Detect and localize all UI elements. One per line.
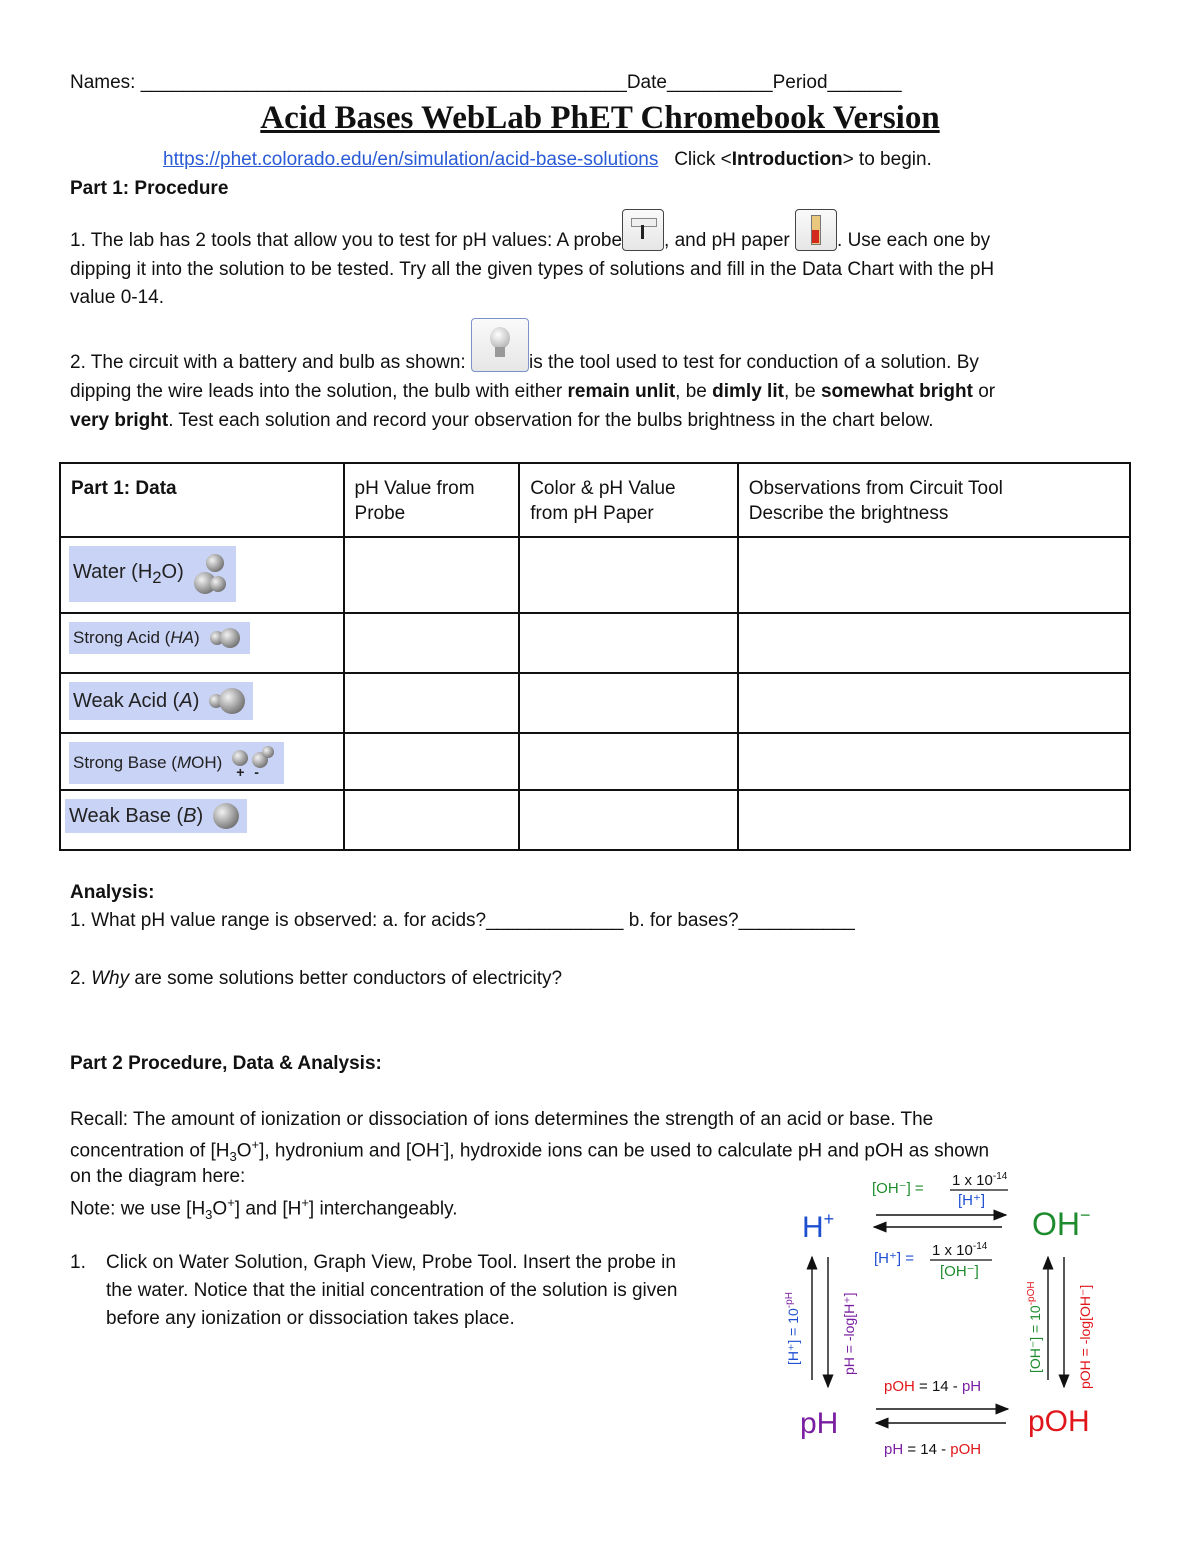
header-label: pH Value from [354,478,475,499]
step2-text-a: 2. The circuit with a battery and bulb as shown: [70,352,466,373]
step1-line2: dipping it into the solution to be tested. Try all the given types of solutions and fill in the Data Chart with the pH [70,259,995,280]
observation-answer-cell[interactable] [738,613,1130,673]
ph-label: pH [800,1407,839,1440]
strong-acid-molecule-icon [210,626,242,650]
click-text-bold: Introduction [731,149,843,170]
step2-very-bright: very bright [70,410,169,431]
note-line: Note: we use $[H_3O^+]$ and [H+] interchangeably. [70,1195,458,1223]
h-plus-label: H+ [802,1209,835,1244]
step2-text-d: . Test each solution and record your observation for the bulbs brightness in the chart below. [168,410,934,431]
observation-answer-cell[interactable] [738,537,1130,613]
part2-step1-line3: before any ionization or dissociation takes place. [106,1308,515,1329]
ph-paper-icon [795,209,837,251]
eq-top-lhs: [OH⁻] = [872,1180,924,1197]
step1-text-c: . Use each one by [837,230,991,251]
h-from-ph-equation: $[H^+] = 10^{-pH}$ [784,1292,801,1365]
eq-mid-denominator: [OH⁻] [940,1263,979,1280]
step2-text-b: is the tool used to test for conduction of a solution. By [528,352,979,373]
analysis-question-2: 2. Why are some solutions better conductors of electricity? [70,968,563,989]
header-label: Color & pH Value [530,478,676,499]
paper-answer-cell[interactable] [519,537,738,613]
paper-answer-cell[interactable] [519,790,738,850]
header-cell-observations [738,463,1130,537]
step2-somewhat-bright: somewhat bright [820,381,973,402]
step2-line2 [70,381,995,403]
step2-line1 [70,352,979,374]
step2-remain-unlit: remain unlit [567,381,676,402]
step2-text-c2: , be [675,381,713,402]
weak-base-molecule-icon [213,803,239,829]
table-row [60,613,1130,673]
table-row [60,537,1130,613]
observation-answer-cell[interactable] [738,673,1130,733]
header-cell-paper [519,463,738,537]
part1-data-table [59,462,1131,851]
part2-step1-line1: Click on Water Solution, Graph View, Probe Tool. Insert the probe in [106,1252,676,1273]
weak-base-label: Weak Base (B) [65,799,247,833]
step1-line1 [70,230,990,252]
step2-line3 [70,410,934,432]
probe-answer-cell[interactable] [344,613,520,673]
strong-acid-label: Strong Acid (HA) [69,622,250,654]
eq-mid-lhs: [H⁺] = [874,1250,915,1267]
step2-text-c3: , be [783,381,821,402]
names-date-period-line: Names: ______________________________________________Date__________Period_______ [70,72,902,93]
part1-heading: Part 1: Procedure [70,178,229,199]
table-row [60,673,1130,733]
eq-top-numerator: 1 x $10^{-14}$ [952,1171,1008,1189]
page-title: Acid Bases WebLab PhET Chromebook Version [260,100,940,136]
water-molecule-icon [194,554,228,594]
table-row [60,790,1130,850]
link-line [163,149,932,171]
header-label: Part 1: Data [71,478,177,499]
step2-text-c1: dipping the wire leads into the solution, the bulb with either [70,381,568,402]
click-text-post: > to begin. [842,149,932,170]
observation-answer-cell[interactable] [738,733,1130,790]
phet-link[interactable]: https://phet.colorado.edu/en/simulation/acid-base-solutions [163,149,659,170]
probe-answer-cell[interactable] [344,790,520,850]
poh-label: pOH [1028,1405,1090,1438]
part2-step1-line2: the water. Notice that the initial concentration of the solution is given [106,1280,678,1301]
weak-acid-molecule-icon [209,686,245,716]
part2-step1-number: 1. [70,1252,86,1273]
analysis-heading: Analysis: [70,882,155,903]
water-solution-label: Water $(H_2O)$ [69,546,236,602]
step1-text-b: , and pH paper [664,230,790,251]
header-label: Observations from Circuit Tool [748,478,1003,499]
header-cell-data [60,463,344,537]
ph-from-h-equation: pH = -log[H⁺] [841,1292,857,1375]
eq-mid-numerator: 1 x $10^{-14}$ [932,1241,988,1259]
probe-answer-cell[interactable] [344,537,520,613]
step2-dimly-lit: dimly lit [712,381,784,402]
analysis-question-1: 1. What pH value range is observed: a. for acids?_____________ b. for bases?___________ [70,910,855,931]
paper-answer-cell[interactable] [519,673,738,733]
poh-from-oh-equation: pOH = -log[OH⁻] [1077,1284,1093,1389]
step1-line3: value 0-14. [70,287,165,308]
poh-from-ph-equation: pOH = 14 - pH [884,1378,982,1395]
table-header-row [60,463,1130,537]
part2-heading: Part 2 Procedure, Data & Analysis: [70,1053,382,1074]
strong-base-ions-icon: + - [232,746,276,780]
probe-answer-cell[interactable] [344,673,520,733]
eq-top-denominator: [H⁺] [958,1192,986,1209]
ph-poh-relationship-diagram [770,1165,1130,1465]
recall-line1: Recall: The amount of ionization or dissociation of ions determines the strength of an acid or base. The [70,1109,934,1130]
table-row [60,733,1130,790]
header-label: Probe [354,503,406,524]
observation-answer-cell[interactable] [738,790,1130,850]
paper-answer-cell[interactable] [519,733,738,790]
weak-acid-label: Weak Acid (A) [69,682,253,720]
paper-answer-cell[interactable] [519,613,738,673]
recall-line2: concentration of $[H_3O^+]$, hydronium and [OH-], hydroxide ions can be used to calculate pH and pOH as shown [70,1137,990,1165]
recall-line3: on the diagram here: [70,1166,246,1187]
lightbulb-icon [471,318,529,372]
header-cell-probe [344,463,520,537]
probe-icon [622,209,664,251]
ph-from-poh-equation: pH = 14 - pOH [884,1441,982,1458]
probe-answer-cell[interactable] [344,733,520,790]
header-label: from pH Paper [530,503,654,524]
oh-from-poh-equation: $[OH^-] = 10^{-pOH}$ [1026,1281,1043,1373]
header-label: Describe the brightness [748,503,949,524]
strong-base-label: Strong Base (MOH) + - [69,742,284,784]
step2-text-c4: or [972,381,996,402]
click-text-pre: Click < [674,149,732,170]
oh-minus-label: OH− [1032,1205,1091,1242]
step1-text-a: 1. The lab has 2 tools that allow you to test for pH values: A probe [70,230,623,251]
